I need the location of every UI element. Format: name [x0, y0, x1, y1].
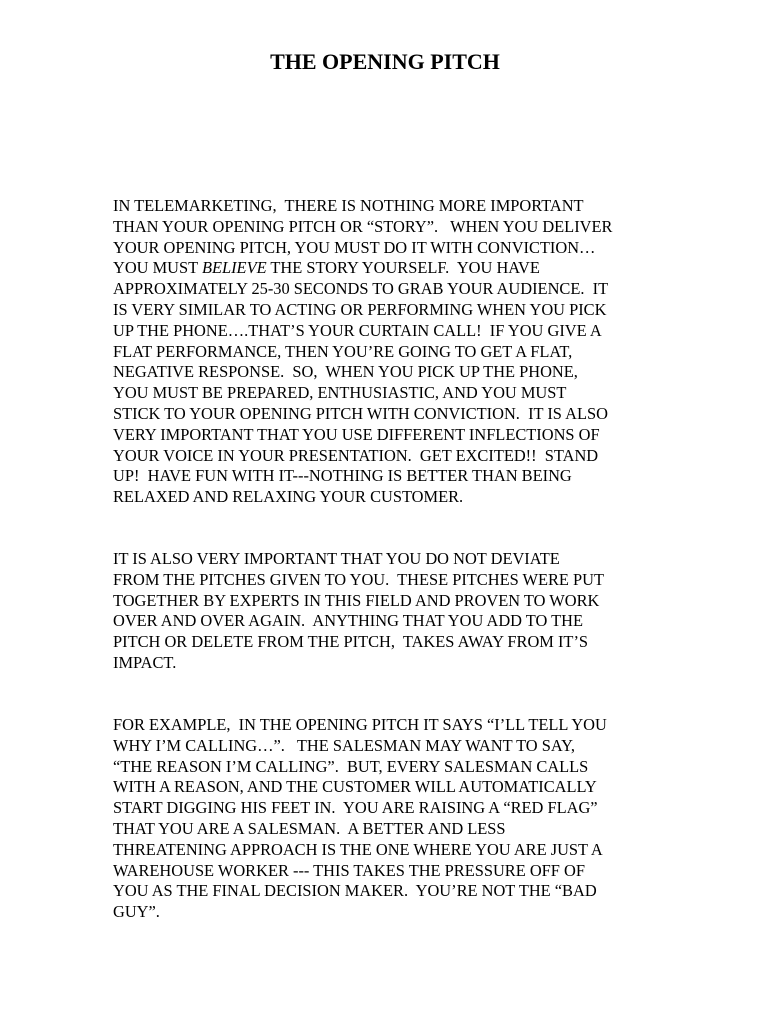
paragraph-3	[113, 715, 673, 923]
paragraph-3-line: THAT YOU ARE A SALESMAN. A BETTER AND LESS	[113, 818, 506, 838]
paragraph-3-line: WITH A REASON, AND THE CUSTOMER WILL AUTOMATICALLY	[113, 777, 597, 797]
paragraph-1-line: THAN YOUR OPENING PITCH OR “STORY”. WHEN YOU DELIVER	[113, 216, 613, 236]
paragraph-3-line: THREATENING APPROACH IS THE ONE WHERE YOU ARE JUST A	[113, 839, 603, 859]
paragraph-1-line: YOUR OPENING PITCH, YOU MUST DO IT WITH CONVICTION…	[113, 237, 596, 257]
paragraph-2-line: PITCH OR DELETE FROM THE PITCH, TAKES AWAY FROM IT’S	[113, 632, 589, 652]
paragraph-2-line: OVER AND OVER AGAIN. ANYTHING THAT YOU ADD TO THE	[113, 611, 584, 631]
line-text: THE STORY YOURSELF. YOU HAVE	[266, 258, 540, 278]
paragraph-2-line: IMPACT.	[113, 652, 177, 672]
line-text: YOU MUST	[113, 258, 202, 278]
paragraph-1	[113, 196, 673, 508]
emphasis-believe: BELIEVE	[201, 258, 267, 278]
paragraph-1-line: VERY IMPORTANT THAT YOU USE DIFFERENT INFLECTIONS OF	[113, 424, 600, 444]
paragraph-3-line: GUY”.	[113, 902, 160, 922]
paragraph-1-line: YOUR VOICE IN YOUR PRESENTATION. GET EXCITED!! STAND	[113, 445, 599, 465]
paragraph-2-line: TOGETHER BY EXPERTS IN THIS FIELD AND PROVEN TO WORK	[113, 590, 600, 610]
paragraph-3-line: WAREHOUSE WORKER --- THIS TAKES THE PRESSURE OFF OF	[113, 860, 585, 880]
paragraph-1-line: IN TELEMARKETING, THERE IS NOTHING MORE IMPORTANT	[113, 196, 584, 215]
paragraph-1-line: UP! HAVE FUN WITH IT---NOTHING IS BETTER THAN BEING	[113, 466, 572, 486]
paragraph-2-line: IT IS ALSO VERY IMPORTANT THAT YOU DO NOT DEVIATE	[113, 549, 560, 568]
paragraph-1-line: FLAT PERFORMANCE, THEN YOU’RE GOING TO GET A FLAT,	[113, 341, 573, 361]
paragraph-3-line: YOU AS THE FINAL DECISION MAKER. YOU’RE NOT THE “BAD	[113, 881, 597, 901]
paragraph-2-line: FROM THE PITCHES GIVEN TO YOU. THESE PITCHES WERE PUT	[113, 569, 604, 589]
paragraph-1-line: IS VERY SIMILAR TO ACTING OR PERFORMING WHEN YOU PICK	[113, 299, 607, 319]
paragraph-1-line: STICK TO YOUR OPENING PITCH WITH CONVICTION. IT IS ALSO	[113, 403, 608, 423]
paragraph-1-line: UP THE PHONE….THAT’S YOUR CURTAIN CALL! IF YOU GIVE A	[113, 320, 602, 340]
page-title: THE OPENING PITCH	[270, 49, 500, 74]
paragraph-1-line: RELAXED AND RELAXING YOUR CUSTOMER.	[113, 487, 464, 507]
paragraph-2	[113, 549, 673, 674]
paragraph-3-line: WHY I’M CALLING…”. THE SALESMAN MAY WANT TO SAY,	[113, 735, 575, 755]
paragraph-1-line	[113, 258, 673, 279]
paragraph-1-line: NEGATIVE RESPONSE. SO, WHEN YOU PICK UP THE PHONE,	[113, 362, 578, 382]
paragraph-1-line: YOU MUST BE PREPARED, ENTHUSIASTIC, AND YOU MUST	[113, 383, 567, 403]
paragraph-3-line: “THE REASON I’M CALLING”. BUT, EVERY SALESMAN CALLS	[113, 756, 589, 776]
paragraph-1-line: APPROXIMATELY 25-30 SECONDS TO GRAB YOUR AUDIENCE. IT	[113, 279, 609, 299]
paragraph-3-line: FOR EXAMPLE, IN THE OPENING PITCH IT SAYS “I’LL TELL YOU	[113, 715, 607, 734]
paragraph-3-line: START DIGGING HIS FEET IN. YOU ARE RAISING A “RED FLAG”	[113, 798, 598, 818]
